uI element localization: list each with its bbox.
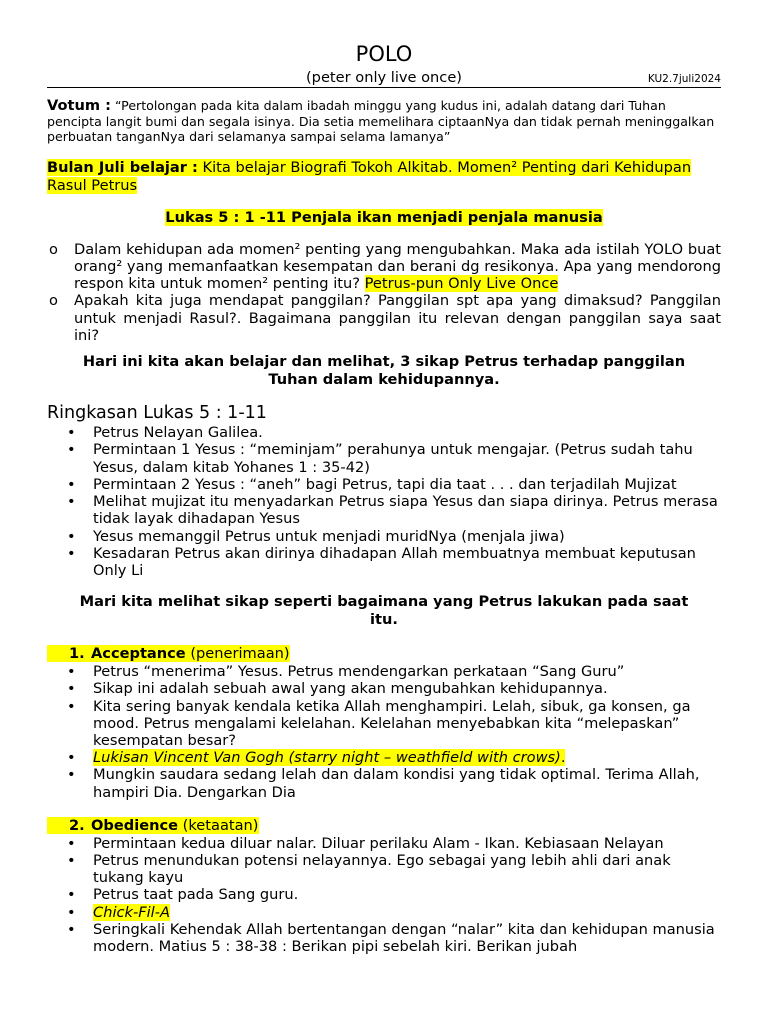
summary-item — [47, 545, 721, 579]
title-block — [47, 40, 721, 90]
point-item — [47, 886, 721, 903]
summary-item — [47, 528, 721, 545]
point-heading-obedience — [47, 817, 721, 835]
summary-item-text: Melihat mujizat itu menyadarkan Petrus siapa Yesus dan siapa dirinya. Petrus merasa tidak layak dihadapan Yesus — [93, 493, 718, 528]
lead-statement: Hari ini kita akan belajar dan melihat, 3 sikap Petrus terhadap panggilan Tuhan dalam kehidupannya. — [82, 353, 686, 389]
point-item-highlight — [67, 749, 566, 767]
passage-text: Lukas 5 : 1 -11 Penjala ikan menjadi penjala manusia — [165, 208, 603, 226]
summary-item-text: Permintaan 2 Yesus : “aneh” bagi Petrus, tapi dia taat . . . dan terjadilah Mujizat — [93, 475, 677, 493]
bullet-icon: • — [67, 920, 76, 938]
point-item-text: Petrus menundukan potensi nelayannya. Ego sebagai yang lebih ahli dari anak tukang kayu — [93, 851, 671, 887]
point-item — [47, 852, 721, 886]
intro-bullet-marker: o — [49, 292, 58, 310]
summary-item — [47, 476, 721, 493]
point-heading-highlight — [47, 645, 290, 662]
document-page — [47, 40, 721, 955]
point-item — [47, 921, 721, 955]
point-item-text: Mungkin saudara sedang lelah dan dalam kondisi yang tidak optimal. Terima Allah, hampiri Dia. Dengarkan Dia — [93, 766, 700, 801]
obedience-list — [47, 835, 721, 955]
bullet-icon: • — [67, 544, 76, 562]
bullet-icon: • — [67, 663, 76, 681]
summary-item-text: Yesus memanggil Petrus untuk menjadi muridNya (menjala jiwa) — [93, 527, 565, 545]
point-item — [47, 766, 721, 800]
summary-item-text: Petrus Nelayan Galilea. — [93, 424, 263, 442]
point-item-highlight — [67, 903, 170, 921]
summary-heading: Ringkasan Lukas 5 : 1-11 — [47, 403, 267, 424]
intro-item — [47, 292, 721, 344]
point-item-text: Sikap ini adalah sebuah awal yang akan mengubahkan kehidupannya. — [93, 680, 608, 698]
intro-list — [47, 241, 721, 345]
theme-text: Kita belajar Biografi Tokoh Alkitab. Momen² Penting dari Kehidupan Rasul Petrus — [47, 158, 692, 194]
bullet-icon: • — [67, 903, 76, 921]
title-underline — [47, 87, 721, 88]
summary-item-text: Kesadaran Petrus akan dirinya dihadapan Allah membuatnya membuat keputusan Only Li — [93, 544, 696, 579]
bullet-icon: • — [67, 680, 76, 698]
point-item — [47, 663, 721, 680]
bullet-icon: • — [67, 697, 76, 715]
bullet-icon: • — [67, 851, 76, 869]
theme-label: Bulan Juli belajar : — [47, 158, 198, 176]
document-title: POLO — [355, 42, 413, 66]
bullet-icon: • — [67, 424, 76, 442]
point-item — [47, 749, 721, 766]
bullet-icon: • — [67, 441, 76, 459]
intro-bullet-marker: o — [49, 240, 58, 258]
bullet-icon: • — [67, 475, 76, 493]
intro-item-highlight: Petrus-pun Only Live Once — [364, 275, 559, 293]
point-item-text: Petrus taat pada Sang guru. — [93, 886, 299, 904]
votum-paragraph — [47, 98, 721, 145]
intro-item-text: Dalam kehidupan ada momen² penting yang mengubahkan. Maka ada istilah YOLO buat orang² yang memanfaatkan kesempatan dan berani dg resikonya. Apa yang mendorong respon kita untuk momen² penting itu? — [74, 240, 721, 293]
intro-item-text: Apakah kita juga mendapat panggilan? Panggilan spt apa yang dimaksud? Panggilan untuk menjadi Rasul?. Bagaimana panggilan itu relevan dengan panggilan saya saat ini? — [74, 292, 721, 344]
point-item-text: Permintaan kedua diluar nalar. Diluar perilaku Alam - Ikan. Kebiasaan Nelayan — [93, 834, 664, 852]
point-heading-highlight — [47, 817, 259, 834]
acceptance-list — [47, 663, 721, 801]
point-heading-acceptance — [47, 645, 721, 663]
section-intro: Mari kita melihat sikap seperti bagaimana yang Petrus lakukan pada saat itu. — [79, 593, 689, 629]
votum-text: “Pertolongan pada kita dalam ibadah minggu yang kudus ini, adalah datang dari Tuhan pencipta langit bumi dan segala isinya. Dia setia memelihara ciptaanNya dan tidak pernah meninggalkan perbuatan tanganNya dari selamanya sampai selama lamanya” — [47, 98, 715, 144]
point-item-text: Lukisan Vincent Van Gogh (starry night – weathfield with crows) — [93, 749, 561, 767]
point-item — [47, 680, 721, 697]
point-item-text: Chick-Fil-A — [93, 903, 170, 921]
point-item-text: Petrus “menerima” Yesus. Petrus mendengarkan perkataan “Sang Guru” — [93, 663, 625, 681]
document-code: KU2.7juli2024 — [647, 73, 721, 85]
bullet-icon: • — [67, 886, 76, 904]
point-number: 1. — [69, 645, 85, 663]
summary-list — [47, 424, 721, 579]
point-title: Acceptance — [91, 645, 186, 663]
point-subtitle: (penerimaan) — [185, 645, 290, 663]
point-item — [47, 904, 721, 921]
summary-item — [47, 493, 721, 527]
point-item-text: Seringkali Kehendak Allah bertentangan dengan “nalar” kita dan kehidupan manusia modern. Matius 5 : 38-38 : Berikan pipi sebelah kiri. Berikan jubah — [93, 920, 715, 955]
point-item-text: Kita sering banyak kendala ketika Allah menghampiri. Lelah, sibuk, ga konsen, ga mood. Petrus mengalami kelelahan. Kelelahan menyebabkan kita “melepaskan” kesempatan besar? — [93, 697, 691, 749]
summary-item — [47, 441, 721, 475]
votum-label: Votum : — [47, 97, 112, 114]
bullet-icon: • — [67, 749, 76, 767]
point-title: Obedience — [91, 816, 179, 834]
bullet-icon: • — [67, 766, 76, 784]
theme-paragraph — [47, 159, 721, 195]
bullet-icon: • — [67, 493, 76, 511]
point-number: 2. — [69, 816, 85, 834]
bullet-icon: • — [67, 834, 76, 852]
passage-heading — [47, 209, 721, 227]
bullet-icon: • — [67, 527, 76, 545]
theme-highlight — [47, 159, 691, 194]
point-item — [47, 698, 721, 750]
intro-item — [47, 241, 721, 293]
summary-item-text: Permintaan 1 Yesus : “meminjam” perahunya untuk mengajar. (Petrus sudah tahu Yesus, dalam kitab Yohanes 1 : 35-42) — [93, 441, 693, 476]
point-item-suffix: . — [560, 749, 566, 767]
summary-item — [47, 424, 721, 441]
document-subtitle: (peter only live once) — [305, 69, 463, 86]
point-subtitle: (ketaatan) — [178, 816, 259, 834]
point-item — [47, 835, 721, 852]
